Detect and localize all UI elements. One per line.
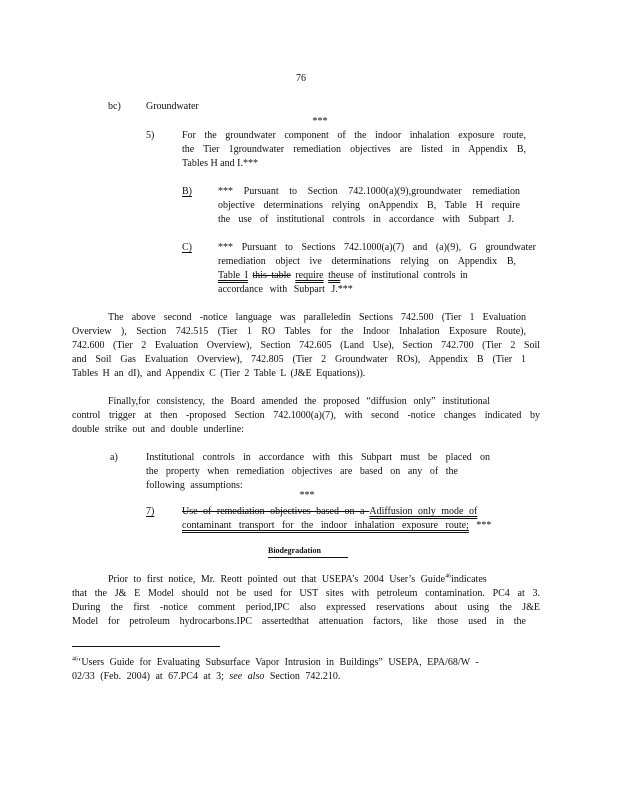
item-c-struck-text: this table: [252, 270, 291, 281]
para-1-line-3: 742.600 (Tier 2 Evaluation Overview), Section 742.605 (Land Use), Section 742.700 (Tier 2 Soil: [72, 340, 540, 351]
item-b-label: B): [182, 186, 192, 197]
item-b-line-1: *** Pursuant to Section 742.1000(a)(9),groundwater remediation: [218, 186, 520, 197]
footnote-line-2-end: Section 742.210.: [269, 671, 341, 682]
item-c-line-1: *** Pursuant to Sections 742.1000(a)(7) and (a)(9), G groundwater: [218, 242, 536, 253]
para-1-line-1: The above second -notice language was paralleledin Sections 742.500 (Tier 1 Evaluation: [108, 312, 526, 323]
para-3-line-1-end: indicates: [451, 574, 487, 585]
item-5-line-3: Tables H and I.***: [182, 158, 258, 169]
footnote-see-also: see also: [229, 671, 265, 682]
item-a-label: a): [110, 452, 118, 463]
section-title: Groundwater: [146, 101, 199, 112]
item-7-line-2-text: contaminant transport for the indoor inhalation exposure route;: [182, 520, 469, 531]
footnote-line-2-text: 02/33 (Feb. 2004) at 67.PC4 at 3;: [72, 671, 224, 682]
para-1-line-2: Overview ), Section 742.515 (Tier 1 RO Tables for the Indoor Inhalation Exposure Route),: [72, 326, 526, 337]
stars-marker-2: ***: [299, 490, 315, 501]
para-3-line-2: that the J& E Model should not be used for UST sites with petroleum contamination. PC4 at 3.: [72, 588, 540, 599]
item-c-require: require: [295, 270, 324, 281]
footnote-separator: [72, 646, 220, 647]
item-c-line-4: accordance with Subpart J.***: [218, 284, 353, 295]
footnote-line-1: [72, 656, 530, 670]
para-3-line-4: Model for petroleum hydrocarbons.IPC assertedthat attenuation factors, like those used in the: [72, 616, 526, 627]
item-7-line-1: [182, 505, 500, 519]
footnote-line-2: [72, 670, 340, 684]
section-label: bc): [108, 101, 121, 112]
item-c-line-2: remediation object ive determinations relying on Appendix B,: [218, 256, 516, 267]
item-a-line-2: the property when remediation objectives are based on any of the: [146, 466, 458, 477]
section-heading: Biodegradation: [268, 545, 348, 558]
item-7-inserted-text: Adiffusion only mode of: [369, 506, 478, 517]
item-a-line-3: following assumptions:: [146, 480, 243, 491]
para-1-line-4: and Soil Gas Evaluation Overview), 742.805 (Tier 2 Groundwater ROs), Appendix B (Tier 1: [72, 354, 526, 365]
item-7-number: 7): [146, 506, 155, 517]
item-c-the: the: [328, 270, 341, 281]
para-3-line-1: [108, 573, 522, 587]
page-number: 76: [296, 73, 306, 84]
footnote-ref: 46: [445, 573, 452, 580]
item-7-struck-text: Use of remediation objectives based on a: [182, 506, 370, 517]
item-5-line-1: For the groundwater component of the indoor inhalation exposure route,: [182, 130, 526, 141]
item-c-table-ref: Table I: [218, 270, 248, 281]
item-5-number: 5): [146, 130, 155, 141]
item-b-line-3: the use of institutional controls in accordance with Subpart J.: [218, 214, 514, 225]
para-2-line-2: control trigger at then -proposed Section 742.1000(a)(7), with second -notice changes indicated by: [72, 410, 540, 421]
item-c-line-3: [218, 269, 518, 283]
item-c-line-3-rest: use of institutional controls in: [340, 270, 468, 281]
para-3-line-3: During the first -notice comment period,IPC also expressed reservations about using the J&E: [72, 602, 540, 613]
item-b-line-2: objective determinations relying onAppendix B, Table H require: [218, 200, 520, 211]
footnote-line-1-text: ‘Users Guide for Evaluating Subsurface Vapor Intrusion in Buildings” USEPA, EPA/68/W -: [78, 657, 479, 668]
para-2-line-3: double strike out and double underline:: [72, 424, 244, 435]
item-7-line-2: [182, 519, 491, 533]
para-2-line-1: Finally,for consistency, the Board amended the proposed “diffusion only” institutional: [108, 396, 490, 407]
item-5-line-2: the Tier 1groundwater remediation objectives are listed in Appendix B,: [182, 144, 526, 155]
item-c-label: C): [182, 242, 192, 253]
stars-marker: ***: [312, 116, 328, 127]
item-7-stars: ***: [468, 520, 492, 531]
para-1-line-5: Tables H an dI), and Appendix C (Tier 2 Table L (J&E Equations)).: [72, 368, 366, 379]
footnote-number: 46: [72, 656, 78, 663]
para-3-line-1-text: Prior to first notice, Mr. Reott pointed out that USEPA’s 2004 User’s Guide: [108, 574, 446, 585]
item-a-line-1: Institutional controls in accordance with this Subpart must be placed on: [146, 452, 490, 463]
